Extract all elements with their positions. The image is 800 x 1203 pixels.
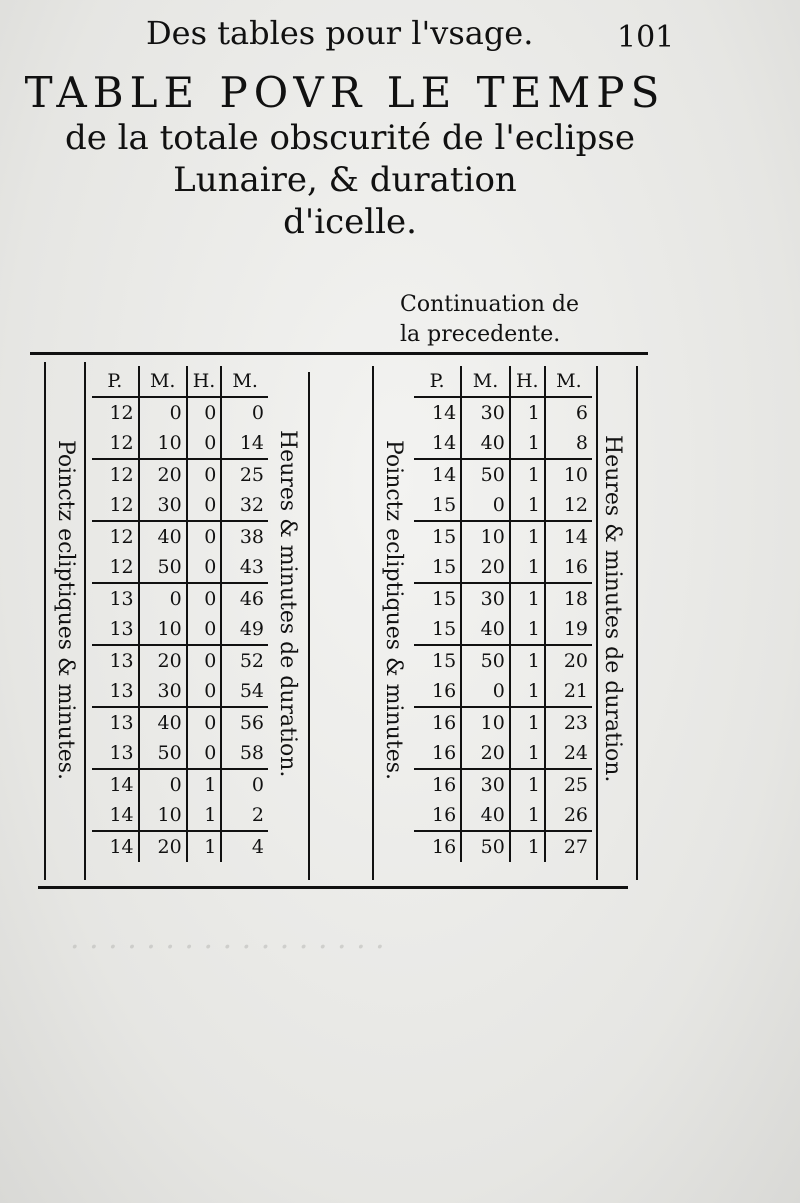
points-cell: 14 <box>92 769 139 800</box>
points-cell: 12 <box>92 490 139 521</box>
table-row <box>414 614 592 645</box>
table-row <box>92 769 268 800</box>
minutes-cell: 30 <box>139 490 187 521</box>
col-minutes: M. <box>139 366 187 397</box>
hours-cell: 0 <box>187 676 222 707</box>
bottom-rule <box>38 886 628 889</box>
continuation-heading <box>400 290 579 350</box>
table-row <box>92 583 268 614</box>
table-row <box>92 459 268 490</box>
duration-minutes-cell: 25 <box>239 464 264 486</box>
table-row <box>414 800 592 831</box>
table-row <box>414 428 592 459</box>
table-row <box>92 738 268 769</box>
points-cell: 12 <box>92 521 139 552</box>
points-cell: 12 <box>92 552 139 583</box>
title-line-2: de la totale obscurité de l'eclipse <box>64 118 635 158</box>
minutes-cell: 40 <box>461 800 510 831</box>
hours-cell: 0 <box>187 521 222 552</box>
minutes-cell: 20 <box>139 459 187 490</box>
duration-minutes-cell: 0 <box>251 774 264 796</box>
duration-minutes-cell: 19 <box>545 614 592 645</box>
points-cell: 15 <box>414 583 461 614</box>
table-row <box>414 676 592 707</box>
minutes-cell: 0 <box>139 397 187 428</box>
hours-cell: 1 <box>510 583 545 614</box>
table-row <box>414 831 592 862</box>
duration-minutes-cell: 2 <box>221 800 268 831</box>
duration-minutes-cell: 14 <box>221 428 268 459</box>
table-row <box>92 707 268 738</box>
points-label-left: Poinctz ecliptiques & minutes. <box>53 440 78 780</box>
table-row <box>92 397 268 428</box>
points-cell: 16 <box>414 707 461 738</box>
duration-minutes-cell: 23 <box>563 712 588 734</box>
table-row <box>92 831 268 862</box>
points-cell: 13 <box>92 738 139 769</box>
col-minutes: M. <box>461 366 510 397</box>
table-row <box>414 552 592 583</box>
table-row <box>92 490 268 521</box>
hours-cell: 1 <box>510 769 545 800</box>
hours-cell: 1 <box>510 800 545 831</box>
hours-cell: 1 <box>510 614 545 645</box>
hours-cell: 0 <box>187 459 222 490</box>
duration-minutes-cell: 21 <box>545 676 592 707</box>
show-through-text: · · · · · · · · · · · · · · · · · <box>70 930 385 965</box>
points-cell: 13 <box>92 583 139 614</box>
points-cell: 16 <box>414 738 461 769</box>
hours-cell: 1 <box>510 521 545 552</box>
hours-cell: 1 <box>187 769 222 800</box>
minutes-cell: 20 <box>139 831 187 862</box>
title-line-3: Lunaire, & duration <box>173 160 517 200</box>
table-row <box>414 769 592 800</box>
hours-cell: 1 <box>510 552 545 583</box>
minutes-cell: 10 <box>461 521 510 552</box>
col-hours: H. <box>510 366 545 397</box>
title-line-4: d'icelle. <box>283 202 417 242</box>
duration-minutes-cell: 46 <box>239 588 264 610</box>
duration-minutes-cell: 12 <box>545 490 592 521</box>
col-minutes-duration: M. <box>221 366 268 397</box>
eclipse-table-left <box>92 366 268 862</box>
hours-label-right: Heures & minutes de duration. <box>600 435 625 783</box>
col-points: P. <box>92 366 139 397</box>
hours-cell: 1 <box>187 831 222 862</box>
hours-cell: 1 <box>510 397 545 428</box>
hours-cell: 1 <box>510 707 545 738</box>
minutes-cell: 0 <box>139 583 187 614</box>
duration-minutes-cell: 4 <box>251 836 264 858</box>
table-title: TABLE POVR LE TEMPS <box>24 68 666 117</box>
points-cell: 13 <box>92 707 139 738</box>
hours-cell: 1 <box>510 490 545 521</box>
hours-cell: 1 <box>510 738 545 769</box>
points-cell: 13 <box>92 614 139 645</box>
hours-cell: 0 <box>187 645 222 676</box>
points-cell: 14 <box>92 800 139 831</box>
duration-minutes-cell: 56 <box>239 712 264 734</box>
points-cell: 16 <box>414 831 461 862</box>
hours-cell: 0 <box>187 583 222 614</box>
table-row <box>414 707 592 738</box>
duration-minutes-cell: 52 <box>239 650 264 672</box>
minutes-cell: 50 <box>461 459 510 490</box>
duration-minutes-cell: 26 <box>545 800 592 831</box>
hours-cell: 0 <box>187 738 222 769</box>
duration-minutes-cell: 38 <box>239 526 264 548</box>
minutes-cell: 20 <box>139 645 187 676</box>
table-row <box>92 645 268 676</box>
minutes-cell: 0 <box>139 769 187 800</box>
minutes-cell: 0 <box>461 490 510 521</box>
minutes-cell: 50 <box>139 552 187 583</box>
hours-cell: 0 <box>187 490 222 521</box>
hours-cell: 0 <box>187 552 222 583</box>
hours-cell: 1 <box>187 800 222 831</box>
minutes-cell: 0 <box>461 676 510 707</box>
hours-cell: 1 <box>510 459 545 490</box>
duration-minutes-cell: 20 <box>563 650 588 672</box>
table-row <box>414 645 592 676</box>
page-number: 101 <box>617 20 675 55</box>
points-cell: 15 <box>414 552 461 583</box>
table-row <box>414 459 592 490</box>
points-cell: 16 <box>414 676 461 707</box>
points-cell: 12 <box>92 428 139 459</box>
minutes-cell: 10 <box>461 707 510 738</box>
header-row <box>92 366 268 397</box>
points-cell: 15 <box>414 645 461 676</box>
hours-cell: 1 <box>510 676 545 707</box>
minutes-cell: 10 <box>139 800 187 831</box>
minutes-cell: 50 <box>461 831 510 862</box>
table-row <box>414 738 592 769</box>
minutes-cell: 50 <box>139 738 187 769</box>
col-minutes-duration: M. <box>545 366 592 397</box>
table-row <box>92 800 268 831</box>
top-rule <box>30 352 648 355</box>
duration-minutes-cell: 0 <box>251 402 264 424</box>
table-row <box>414 583 592 614</box>
duration-minutes-cell: 49 <box>221 614 268 645</box>
hours-cell: 1 <box>510 831 545 862</box>
duration-minutes-cell: 10 <box>563 464 588 486</box>
points-cell: 16 <box>414 800 461 831</box>
duration-minutes-cell: 14 <box>563 526 588 548</box>
minutes-cell: 30 <box>461 583 510 614</box>
points-cell: 14 <box>414 428 461 459</box>
points-cell: 12 <box>92 459 139 490</box>
continuation-line-2: la precedente. <box>400 322 561 347</box>
col-hours: H. <box>187 366 222 397</box>
duration-minutes-cell: 6 <box>575 402 588 424</box>
left-label-rule <box>84 362 86 880</box>
hours-cell: 0 <box>187 614 222 645</box>
points-cell: 14 <box>92 831 139 862</box>
table-row <box>414 490 592 521</box>
minutes-cell: 30 <box>461 397 510 428</box>
points-cell: 15 <box>414 490 461 521</box>
points-cell: 13 <box>92 676 139 707</box>
running-title: Des tables pour l'vsage. <box>146 14 534 52</box>
right-label-rule <box>596 366 598 880</box>
table-row <box>92 676 268 707</box>
table-row <box>414 397 592 428</box>
duration-minutes-cell: 32 <box>221 490 268 521</box>
duration-minutes-cell: 58 <box>221 738 268 769</box>
minutes-cell: 50 <box>461 645 510 676</box>
minutes-cell: 40 <box>139 707 187 738</box>
middle-rule-b <box>372 366 374 880</box>
minutes-cell: 10 <box>139 614 187 645</box>
hours-cell: 0 <box>187 707 222 738</box>
middle-rule-a <box>308 372 310 880</box>
duration-minutes-cell: 25 <box>563 774 588 796</box>
minutes-cell: 30 <box>461 769 510 800</box>
hours-cell: 1 <box>510 645 545 676</box>
points-cell: 15 <box>414 521 461 552</box>
minutes-cell: 40 <box>461 428 510 459</box>
points-cell: 12 <box>92 397 139 428</box>
points-cell: 14 <box>414 397 461 428</box>
points-label-right: Poinctz ecliptiques & minutes. <box>381 440 406 780</box>
minutes-cell: 20 <box>461 738 510 769</box>
duration-minutes-cell: 54 <box>221 676 268 707</box>
continuation-line-1: Continuation de <box>400 292 579 317</box>
eclipse-table-right <box>414 366 592 862</box>
duration-minutes-cell: 18 <box>563 588 588 610</box>
header-row <box>414 366 592 397</box>
points-cell: 15 <box>414 614 461 645</box>
minutes-cell: 10 <box>139 428 187 459</box>
points-cell: 13 <box>92 645 139 676</box>
table-row <box>92 428 268 459</box>
minutes-cell: 40 <box>139 521 187 552</box>
minutes-cell: 40 <box>461 614 510 645</box>
table-row <box>92 521 268 552</box>
duration-minutes-cell: 43 <box>221 552 268 583</box>
table-row <box>414 521 592 552</box>
table-row <box>92 614 268 645</box>
hours-label-left: Heures & minutes de duration. <box>275 430 300 778</box>
points-cell: 16 <box>414 769 461 800</box>
table-row <box>92 552 268 583</box>
duration-minutes-cell: 27 <box>563 836 588 858</box>
duration-minutes-cell: 16 <box>545 552 592 583</box>
minutes-cell: 20 <box>461 552 510 583</box>
hours-cell: 1 <box>510 428 545 459</box>
hours-cell: 0 <box>187 428 222 459</box>
left-border-rule <box>44 362 46 880</box>
duration-minutes-cell: 8 <box>545 428 592 459</box>
right-border-rule <box>636 366 638 880</box>
col-points: P. <box>414 366 461 397</box>
minutes-cell: 30 <box>139 676 187 707</box>
duration-minutes-cell: 24 <box>545 738 592 769</box>
hours-cell: 0 <box>187 397 222 428</box>
points-cell: 14 <box>414 459 461 490</box>
